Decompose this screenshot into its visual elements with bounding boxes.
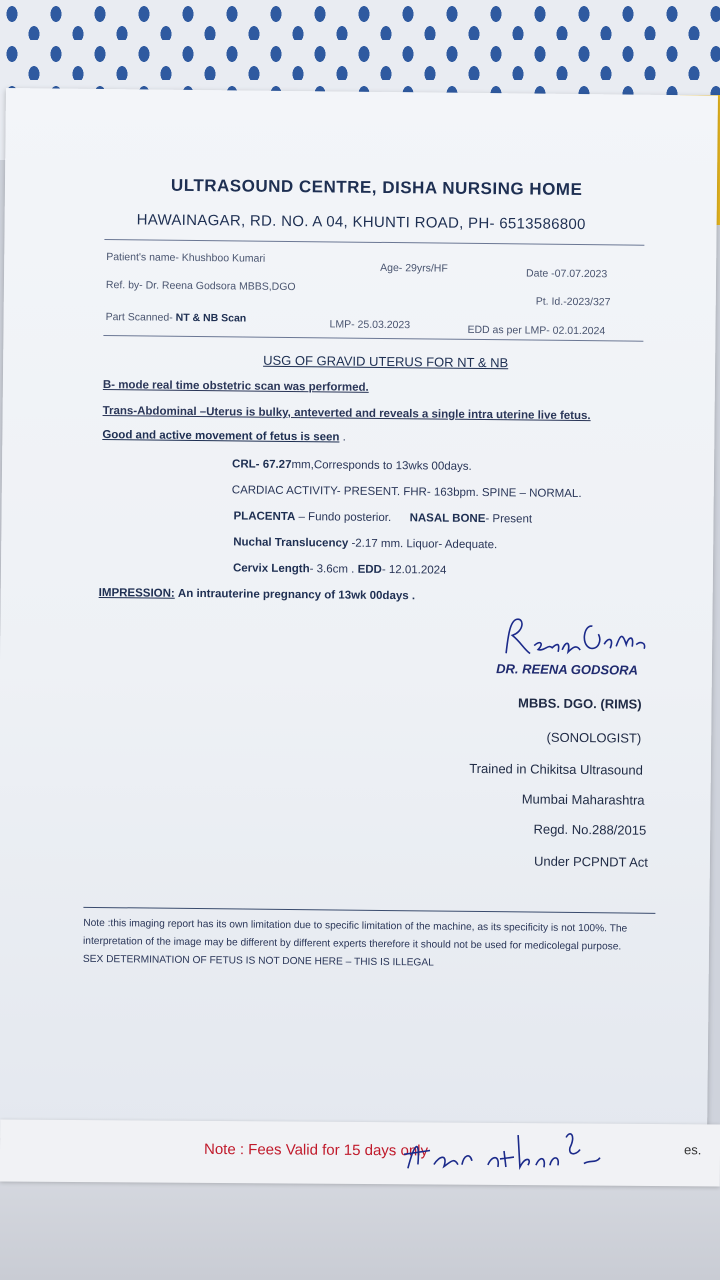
impression-text: An intrauterine pregnancy of 13wk 00days . [177, 587, 416, 603]
cardiac-line: CARDIAC ACTIVITY- PRESENT. FHR- 163bpm. SPINE – NORMAL. [231, 484, 582, 501]
fee-validity-note: Note : Fees Valid for 15 days only [203, 1140, 429, 1160]
centre-address: HAWAINAGAR, RD. NO. A 04, KHUNTI ROAD, PH- 6513586800 [136, 211, 586, 234]
finding-line-2: Trans-Abdominal –Uterus is bulky, anteverted and reveals a single intra uterine live fetus. [102, 405, 591, 423]
doctor-act: Under PCPNDT Act [533, 853, 649, 870]
report-date: Date -07.07.2023 [526, 267, 608, 281]
disclaimer-text: Note :this imaging report has its own limitation due to specific limitation of the machine, as its specificity is not 100%. The interpretation of the image may be different by different experts therefore it should not be used for medicolegal purpose. [83, 917, 628, 953]
edd-label: EDD [357, 563, 382, 576]
doctor-place: Mumbai Maharashtra [521, 791, 645, 808]
nasal-bone-label: NASAL BONE [409, 512, 486, 526]
disclaimer [83, 915, 658, 975]
doctor-registration: Regd. No.288/2015 [533, 821, 647, 838]
placenta-line [233, 510, 532, 525]
impression-label: IMPRESSION: [98, 586, 175, 600]
crl-rest: mm,Corresponds to 13wks 00days. [291, 459, 472, 473]
nuchal-line [233, 536, 497, 551]
impression-line [99, 587, 415, 602]
report-heading: USG OF GRAVID UTERUS FOR NT & NB [263, 352, 509, 371]
patient-age: Age- 29yrs/HF [380, 261, 448, 275]
edd-as-per-lmp: EDD as per LMP- 02.01.2024 [467, 323, 606, 338]
patient-name: Patient's name- Khushboo Kumari [106, 251, 266, 265]
cervix-label: Cervix Length [232, 562, 310, 576]
finding-line-3 [102, 429, 346, 444]
referred-by: Ref. by- Dr. Reena Godsora MBBS,DGO [105, 279, 296, 294]
crl-line [232, 458, 472, 473]
report-paper [0, 88, 718, 1145]
finding-line-3-text: Good and active movement of fetus is seen [102, 429, 340, 444]
header-divider [104, 239, 644, 246]
slip-edge-text: es. [683, 1142, 702, 1158]
doctor-degree: MBBS. DGO. (RIMS) [518, 695, 642, 712]
nuchal-rest: -2.17 mm. Liquor- Adequate. [348, 537, 498, 552]
fee-note-slip [0, 1119, 720, 1186]
doctor-role: (SONOLOGIST) [546, 729, 642, 746]
disclaimer-divider [83, 907, 655, 914]
part-scanned-label: Part Scanned- [105, 311, 173, 324]
cervix-line [233, 562, 447, 576]
centre-title: ULTRASOUND CENTRE, DISHA NURSING HOME [170, 175, 583, 200]
edd-rest: - 12.01.2024 [381, 563, 447, 577]
crl-label: CRL- 67.27 [232, 458, 292, 472]
finding-line-1: B- mode real time obstetric scan was performed. [102, 379, 369, 394]
doctor-training: Trained in Chikitsa Ultrasound [469, 760, 643, 778]
nuchal-label: Nuchal Translucency [233, 536, 349, 550]
nasal-bone-rest: - Present [485, 513, 533, 526]
handwritten-note [400, 1124, 610, 1186]
patient-id: Pt. Id.-2023/327 [535, 295, 611, 309]
placenta-label: PLACENTA [233, 510, 296, 524]
part-scanned-value: NT & NB Scan [175, 311, 247, 325]
finding-line-3-end: . [342, 431, 346, 444]
lmp-date: LMP- 25.03.2023 [329, 318, 411, 332]
placenta-rest: – Fundo posterior. [295, 511, 392, 525]
doctor-name: DR. REENA GODSORA [496, 661, 639, 678]
part-scanned [106, 311, 247, 324]
cervix-rest: - 3.6cm . [309, 563, 358, 576]
illegal-warning: SEX DETERMINATION OF FETUS IS NOT DONE HERE – THIS IS ILLEGAL [82, 953, 434, 969]
